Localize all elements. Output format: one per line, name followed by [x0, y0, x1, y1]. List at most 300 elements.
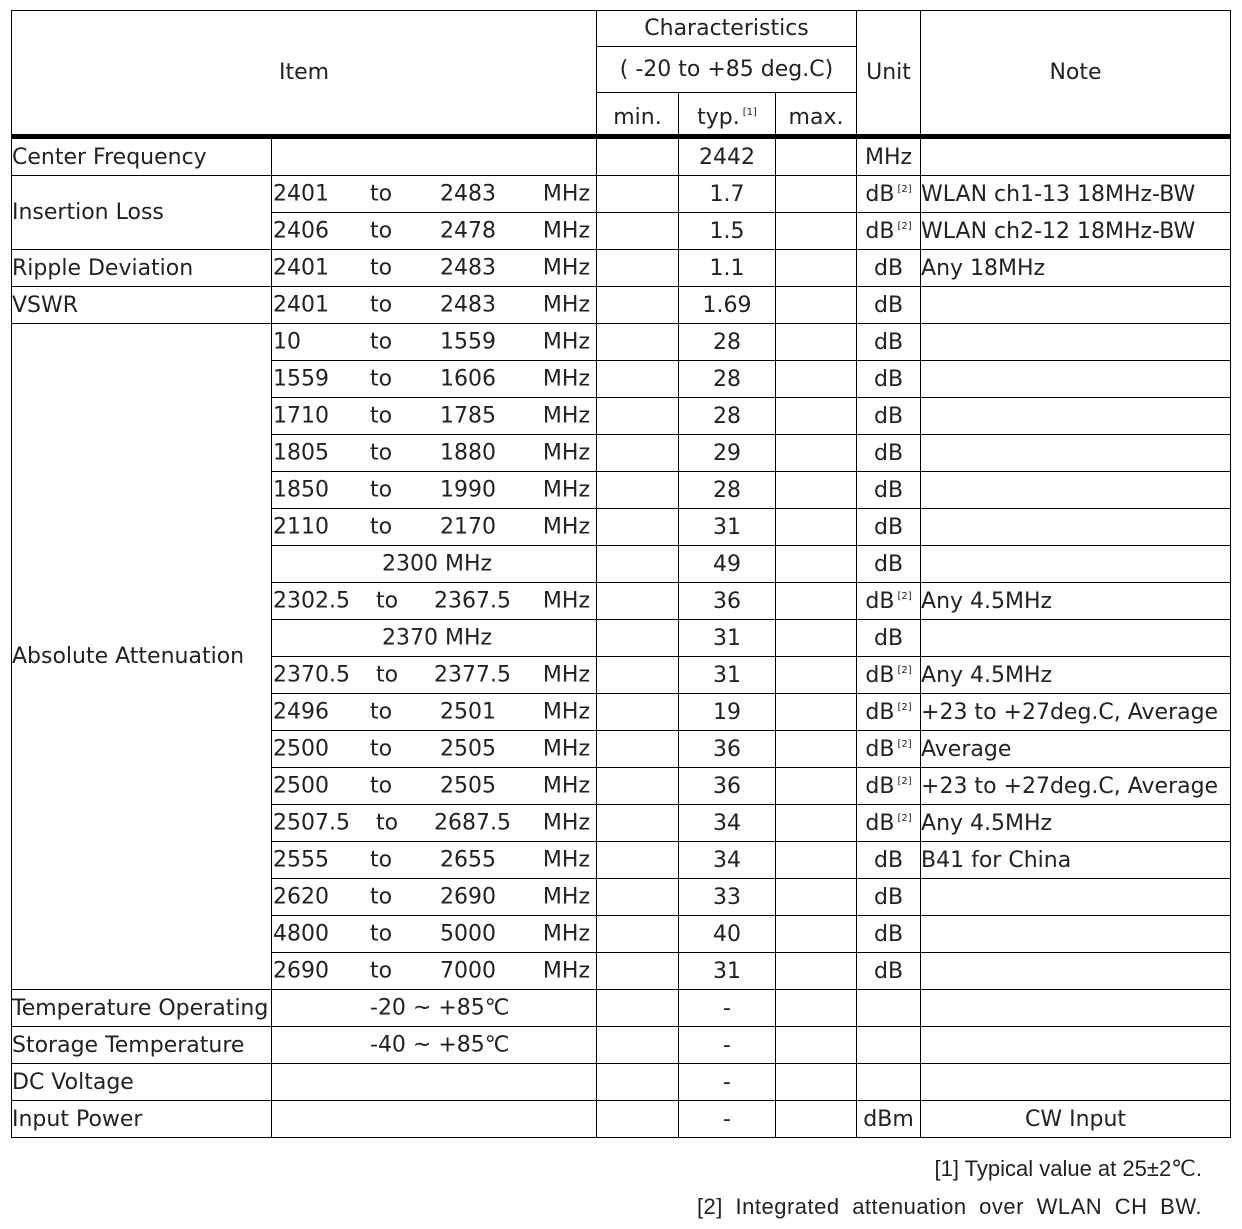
- max-cell: [776, 620, 857, 657]
- max-cell: [776, 398, 857, 435]
- frequency-range: [272, 435, 596, 471]
- item-label: Ripple Deviation: [12, 250, 272, 287]
- typ-cell: 28: [679, 361, 776, 398]
- unit-label: dB: [873, 921, 904, 947]
- typ-cell: -: [679, 1064, 776, 1101]
- range-to: 2505: [440, 773, 496, 799]
- range-to-word: to: [370, 477, 393, 503]
- frequency-range: [272, 953, 596, 989]
- max-cell: [776, 287, 857, 324]
- frequency-range: [272, 213, 596, 249]
- unit-cell: [857, 842, 921, 879]
- range-to: 7000: [440, 958, 496, 984]
- unit-label: dB: [873, 477, 904, 503]
- note-cell: [921, 287, 1231, 324]
- typ-cell: 19: [679, 694, 776, 731]
- condition-cell: [272, 435, 597, 472]
- unit-label: dB: [865, 588, 895, 614]
- condition-cell: [272, 990, 597, 1027]
- range-unit: MHz: [542, 181, 590, 207]
- max-cell: [776, 879, 857, 916]
- max-cell: [776, 509, 857, 546]
- frequency-range: [272, 361, 596, 397]
- range-from: 1850: [273, 477, 329, 503]
- max-cell: [776, 805, 857, 842]
- frequency-range: [272, 324, 596, 360]
- unit-label: dB: [873, 625, 904, 651]
- item-label: VSWR: [12, 287, 272, 324]
- min-cell: [597, 137, 679, 176]
- frequency-range: [272, 583, 596, 619]
- typ-cell: 28: [679, 324, 776, 361]
- unit-label: dB: [865, 773, 895, 799]
- range-unit: MHz: [542, 440, 590, 466]
- range-to: 2377.5: [434, 662, 511, 688]
- range-to: 1559: [440, 329, 496, 355]
- condition-cell: [272, 953, 597, 990]
- min-cell: [597, 213, 679, 250]
- unit-cell: [857, 361, 921, 398]
- unit-cell: [857, 509, 921, 546]
- range-unit: MHz: [542, 662, 590, 688]
- min-cell: [597, 620, 679, 657]
- unit-cell: [857, 768, 921, 805]
- range-to-word: to: [370, 736, 393, 762]
- min-cell: [597, 842, 679, 879]
- footnote-ref: [2]: [897, 738, 912, 750]
- range-to-word: to: [376, 588, 399, 614]
- range-to-word: to: [370, 255, 393, 281]
- condition-cell: [272, 842, 597, 879]
- temperature-range-text: -20 ~ +85℃: [370, 995, 510, 1021]
- table-row: [12, 137, 1231, 176]
- unit-label: dB: [873, 514, 904, 540]
- footnote-ref: [2]: [897, 812, 912, 824]
- condition-cell: [272, 1101, 597, 1138]
- range-unit: MHz: [542, 292, 590, 318]
- condition-cell: [272, 583, 597, 620]
- max-cell: [776, 435, 857, 472]
- range-unit: MHz: [542, 588, 590, 614]
- single-frequency: 2370 MHz: [382, 625, 493, 651]
- unit-cell: [857, 583, 921, 620]
- note-cell: WLAN ch1-13 18MHz-BW: [921, 176, 1231, 213]
- min-cell: [597, 176, 679, 213]
- condition-cell: [272, 620, 597, 657]
- max-cell: [776, 694, 857, 731]
- range-from: 2500: [273, 736, 329, 762]
- unit-label: dB: [865, 181, 895, 207]
- typ-cell: 36: [679, 731, 776, 768]
- range-unit: MHz: [542, 403, 590, 429]
- note-cell: [921, 324, 1231, 361]
- max-cell: [776, 657, 857, 694]
- unit-cell: [857, 435, 921, 472]
- range-to: 1785: [440, 403, 496, 429]
- max-cell: [776, 731, 857, 768]
- footnote-ref: [2]: [897, 590, 912, 602]
- range-unit: MHz: [542, 736, 590, 762]
- note-cell: [921, 879, 1231, 916]
- condition-cell: [272, 324, 597, 361]
- range-to: 2687.5: [434, 810, 511, 836]
- range-to-word: to: [370, 699, 393, 725]
- range-unit: MHz: [542, 255, 590, 281]
- temperature-range-text: -40 ~ +85℃: [370, 1032, 510, 1058]
- typ-cell: 31: [679, 657, 776, 694]
- frequency-range: [272, 768, 596, 804]
- note-cell: [921, 361, 1231, 398]
- min-cell: [597, 657, 679, 694]
- unit-cell: [857, 953, 921, 990]
- footnote-1: [1] Typical value at 25±2℃.: [934, 1156, 1202, 1181]
- unit-label: dB: [873, 958, 904, 984]
- frequency-range: [272, 842, 596, 878]
- unit-cell: [857, 546, 921, 583]
- min-cell: [597, 1064, 679, 1101]
- note-cell: Average: [921, 731, 1231, 768]
- unit-label: dB: [865, 699, 895, 725]
- condition-cell: [272, 137, 597, 176]
- note-cell: [921, 990, 1231, 1027]
- item-label: Storage Temperature: [12, 1027, 272, 1064]
- note-cell: +23 to +27deg.C, Average: [921, 694, 1231, 731]
- typ-cell: 29: [679, 435, 776, 472]
- frequency-range: [272, 509, 596, 545]
- header-min: min.: [597, 93, 679, 137]
- frequency-range: [272, 731, 596, 767]
- range-to-word: to: [370, 440, 393, 466]
- unit-cell: MHz: [857, 137, 921, 176]
- range-to: 2170: [440, 514, 496, 540]
- min-cell: [597, 361, 679, 398]
- range-to: 1990: [440, 477, 496, 503]
- range-unit: MHz: [542, 810, 590, 836]
- unit-label: dB: [873, 403, 904, 429]
- unit-cell: [857, 620, 921, 657]
- note-cell: [921, 1027, 1231, 1064]
- unit-cell: [857, 1101, 921, 1138]
- note-cell: [921, 472, 1231, 509]
- range-to-word: to: [376, 662, 399, 688]
- range-to-word: to: [370, 403, 393, 429]
- typ-cell: 1.5: [679, 213, 776, 250]
- range-to: 1606: [440, 366, 496, 392]
- note-cell: [921, 546, 1231, 583]
- footnote-ref: [2]: [897, 775, 912, 787]
- min-cell: [597, 805, 679, 842]
- range-to-word: to: [370, 181, 393, 207]
- unit-cell: [857, 1027, 921, 1064]
- range-to-word: to: [370, 514, 393, 540]
- unit-label: dB: [865, 736, 895, 762]
- note-cell: Any 4.5MHz: [921, 805, 1231, 842]
- frequency-range: [272, 287, 596, 323]
- note-cell: +23 to +27deg.C, Average: [921, 768, 1231, 805]
- header-item: Item: [12, 11, 597, 137]
- note-cell: [921, 398, 1231, 435]
- item-label: Center Frequency: [12, 137, 272, 176]
- condition-cell: [272, 805, 597, 842]
- condition-cell: [272, 250, 597, 287]
- range-from: 4800: [273, 921, 329, 947]
- temperature-range: [272, 990, 596, 1026]
- range-to-word: to: [370, 921, 393, 947]
- note-cell: [921, 953, 1231, 990]
- header-characteristics: Characteristics: [597, 11, 857, 47]
- max-cell: [776, 916, 857, 953]
- min-cell: [597, 731, 679, 768]
- range-to-word: to: [370, 366, 393, 392]
- max-cell: [776, 1027, 857, 1064]
- range-to: 2483: [440, 181, 496, 207]
- header-unit: Unit: [857, 11, 921, 137]
- min-cell: [597, 250, 679, 287]
- range-to: 1880: [440, 440, 496, 466]
- table-row: [12, 287, 1231, 324]
- range-to-word: to: [370, 847, 393, 873]
- condition-cell: [272, 361, 597, 398]
- note-cell: CW Input: [921, 1101, 1231, 1138]
- range-from: 2401: [273, 292, 329, 318]
- max-cell: [776, 361, 857, 398]
- unit-label: dBm: [863, 1106, 914, 1132]
- note-cell: B41 for China: [921, 842, 1231, 879]
- item-label: Temperature Operating: [12, 990, 272, 1027]
- max-cell: [776, 842, 857, 879]
- unit-label: dB: [865, 810, 895, 836]
- min-cell: [597, 1027, 679, 1064]
- range-to: 2690: [440, 884, 496, 910]
- condition-cell: [272, 916, 597, 953]
- frequency-range: [272, 805, 596, 841]
- typ-cell: 34: [679, 805, 776, 842]
- min-cell: [597, 472, 679, 509]
- min-cell: [597, 916, 679, 953]
- typ-cell: 36: [679, 583, 776, 620]
- typ-cell: 31: [679, 620, 776, 657]
- typ-cell: -: [679, 990, 776, 1027]
- unit-cell: [857, 879, 921, 916]
- range-unit: MHz: [542, 847, 590, 873]
- item-label: DC Voltage: [12, 1064, 272, 1101]
- item-label: Input Power: [12, 1101, 272, 1138]
- note-cell: WLAN ch2-12 18MHz-BW: [921, 213, 1231, 250]
- range-to: 2505: [440, 736, 496, 762]
- note-cell: [921, 509, 1231, 546]
- range-from: 2302.5: [273, 588, 350, 614]
- typ-cell: 49: [679, 546, 776, 583]
- table-row: [12, 176, 1231, 213]
- spec-table: [11, 10, 1231, 1138]
- typ-cell: 31: [679, 509, 776, 546]
- note-cell: [921, 620, 1231, 657]
- range-from: 2500: [273, 773, 329, 799]
- condition-cell: [272, 731, 597, 768]
- unit-label: dB: [873, 884, 904, 910]
- max-cell: [776, 953, 857, 990]
- range-from: 2496: [273, 699, 329, 725]
- insertion-loss-label: Insertion Loss: [12, 176, 272, 250]
- min-cell: [597, 879, 679, 916]
- table-row: [12, 250, 1231, 287]
- footnote-ref: [2]: [897, 664, 912, 676]
- footnote-ref: [2]: [897, 701, 912, 713]
- range-unit: MHz: [542, 921, 590, 947]
- max-cell: [776, 250, 857, 287]
- range-to-word: to: [370, 218, 393, 244]
- unit-cell: [857, 472, 921, 509]
- typ-cell: 1.69: [679, 287, 776, 324]
- min-cell: [597, 990, 679, 1027]
- frequency-range: [272, 620, 596, 656]
- table-row: [12, 324, 1231, 361]
- max-cell: [776, 213, 857, 250]
- note-cell: [921, 435, 1231, 472]
- condition-cell: [272, 287, 597, 324]
- unit-cell: [857, 731, 921, 768]
- range-from: 1559: [273, 366, 329, 392]
- condition-cell: [272, 213, 597, 250]
- typ-cell: 1.7: [679, 176, 776, 213]
- range-from: 2110: [273, 514, 329, 540]
- unit-cell: [857, 657, 921, 694]
- condition-cell: [272, 694, 597, 731]
- range-unit: MHz: [542, 329, 590, 355]
- range-unit: MHz: [542, 773, 590, 799]
- typ-cell: -: [679, 1027, 776, 1064]
- table-body: [12, 137, 1231, 1138]
- typ-cell: 2442: [679, 137, 776, 176]
- unit-label: dB: [873, 551, 904, 577]
- max-cell: [776, 176, 857, 213]
- unit-label: dB: [873, 847, 904, 873]
- unit-label: dB: [865, 662, 895, 688]
- range-to-word: to: [370, 884, 393, 910]
- header-temp-range: ( -20 to +85 deg.C): [597, 47, 857, 93]
- footnote-2: [2] Integrated attenuation over WLAN CH BW.: [696, 1194, 1202, 1219]
- min-cell: [597, 768, 679, 805]
- unit-label: dB: [873, 255, 904, 281]
- unit-cell: [857, 324, 921, 361]
- temperature-range: [272, 1027, 596, 1063]
- max-cell: [776, 1101, 857, 1138]
- frequency-range: [272, 472, 596, 508]
- unit-label: dB: [873, 440, 904, 466]
- unit-cell: [857, 805, 921, 842]
- unit-label: dB: [873, 366, 904, 392]
- header-typ: [679, 93, 776, 137]
- min-cell: [597, 435, 679, 472]
- typ-cell: 1.1: [679, 250, 776, 287]
- header-typ-label: typ.: [697, 105, 740, 130]
- range-unit: MHz: [542, 514, 590, 540]
- header-note: Note: [921, 11, 1231, 137]
- frequency-range: [272, 879, 596, 915]
- typ-cell: -: [679, 1101, 776, 1138]
- unit-label: dB: [873, 329, 904, 355]
- min-cell: [597, 287, 679, 324]
- unit-cell: [857, 398, 921, 435]
- note-cell: [921, 916, 1231, 953]
- typ-cell: 28: [679, 472, 776, 509]
- range-from: 2401: [273, 255, 329, 281]
- frequency-range: [272, 657, 596, 693]
- range-from: 2620: [273, 884, 329, 910]
- unit-label: dB: [873, 292, 904, 318]
- max-cell: [776, 583, 857, 620]
- range-unit: MHz: [542, 366, 590, 392]
- note-cell: Any 4.5MHz: [921, 583, 1231, 620]
- min-cell: [597, 324, 679, 361]
- max-cell: [776, 768, 857, 805]
- range-to: 2483: [440, 292, 496, 318]
- condition-cell: [272, 472, 597, 509]
- table-row: [12, 1101, 1231, 1138]
- condition-cell: [272, 176, 597, 213]
- condition-cell: [272, 879, 597, 916]
- max-cell: [776, 324, 857, 361]
- table-header: [12, 11, 1231, 137]
- header-max: max.: [776, 93, 857, 137]
- range-to: 5000: [440, 921, 496, 947]
- min-cell: [597, 694, 679, 731]
- range-to-word: to: [370, 958, 393, 984]
- range-to: 2367.5: [434, 588, 511, 614]
- max-cell: [776, 1064, 857, 1101]
- unit-cell: [857, 1064, 921, 1101]
- condition-cell: [272, 1027, 597, 1064]
- typ-cell: 31: [679, 953, 776, 990]
- condition-cell: [272, 657, 597, 694]
- range-from: 10: [273, 329, 301, 355]
- footnote-ref: [2]: [897, 220, 912, 232]
- range-from: 2370.5: [273, 662, 350, 688]
- condition-cell: [272, 768, 597, 805]
- note-cell: Any 4.5MHz: [921, 657, 1231, 694]
- max-cell: [776, 990, 857, 1027]
- unit-cell: [857, 287, 921, 324]
- min-cell: [597, 509, 679, 546]
- range-to: 2478: [440, 218, 496, 244]
- min-cell: [597, 583, 679, 620]
- typ-cell: 33: [679, 879, 776, 916]
- frequency-range: [272, 916, 596, 952]
- unit-cell: [857, 176, 921, 213]
- unit-cell: [857, 250, 921, 287]
- table-row: [12, 1064, 1231, 1101]
- range-to: 2655: [440, 847, 496, 873]
- frequency-range: [272, 694, 596, 730]
- range-to: 2501: [440, 699, 496, 725]
- range-to-word: to: [370, 292, 393, 318]
- footnote-ref: [2]: [897, 183, 912, 195]
- note-cell: [921, 1064, 1231, 1101]
- condition-cell: [272, 398, 597, 435]
- range-unit: MHz: [542, 699, 590, 725]
- condition-cell: [272, 509, 597, 546]
- min-cell: [597, 953, 679, 990]
- range-from: 2406: [273, 218, 329, 244]
- unit-cell: [857, 213, 921, 250]
- condition-cell: [272, 1064, 597, 1101]
- range-from: 1805: [273, 440, 329, 466]
- unit-cell: [857, 916, 921, 953]
- frequency-range: [272, 176, 596, 212]
- frequency-range: [272, 398, 596, 434]
- range-to-word: to: [370, 329, 393, 355]
- absolute-attenuation-label: Absolute Attenuation: [12, 324, 272, 990]
